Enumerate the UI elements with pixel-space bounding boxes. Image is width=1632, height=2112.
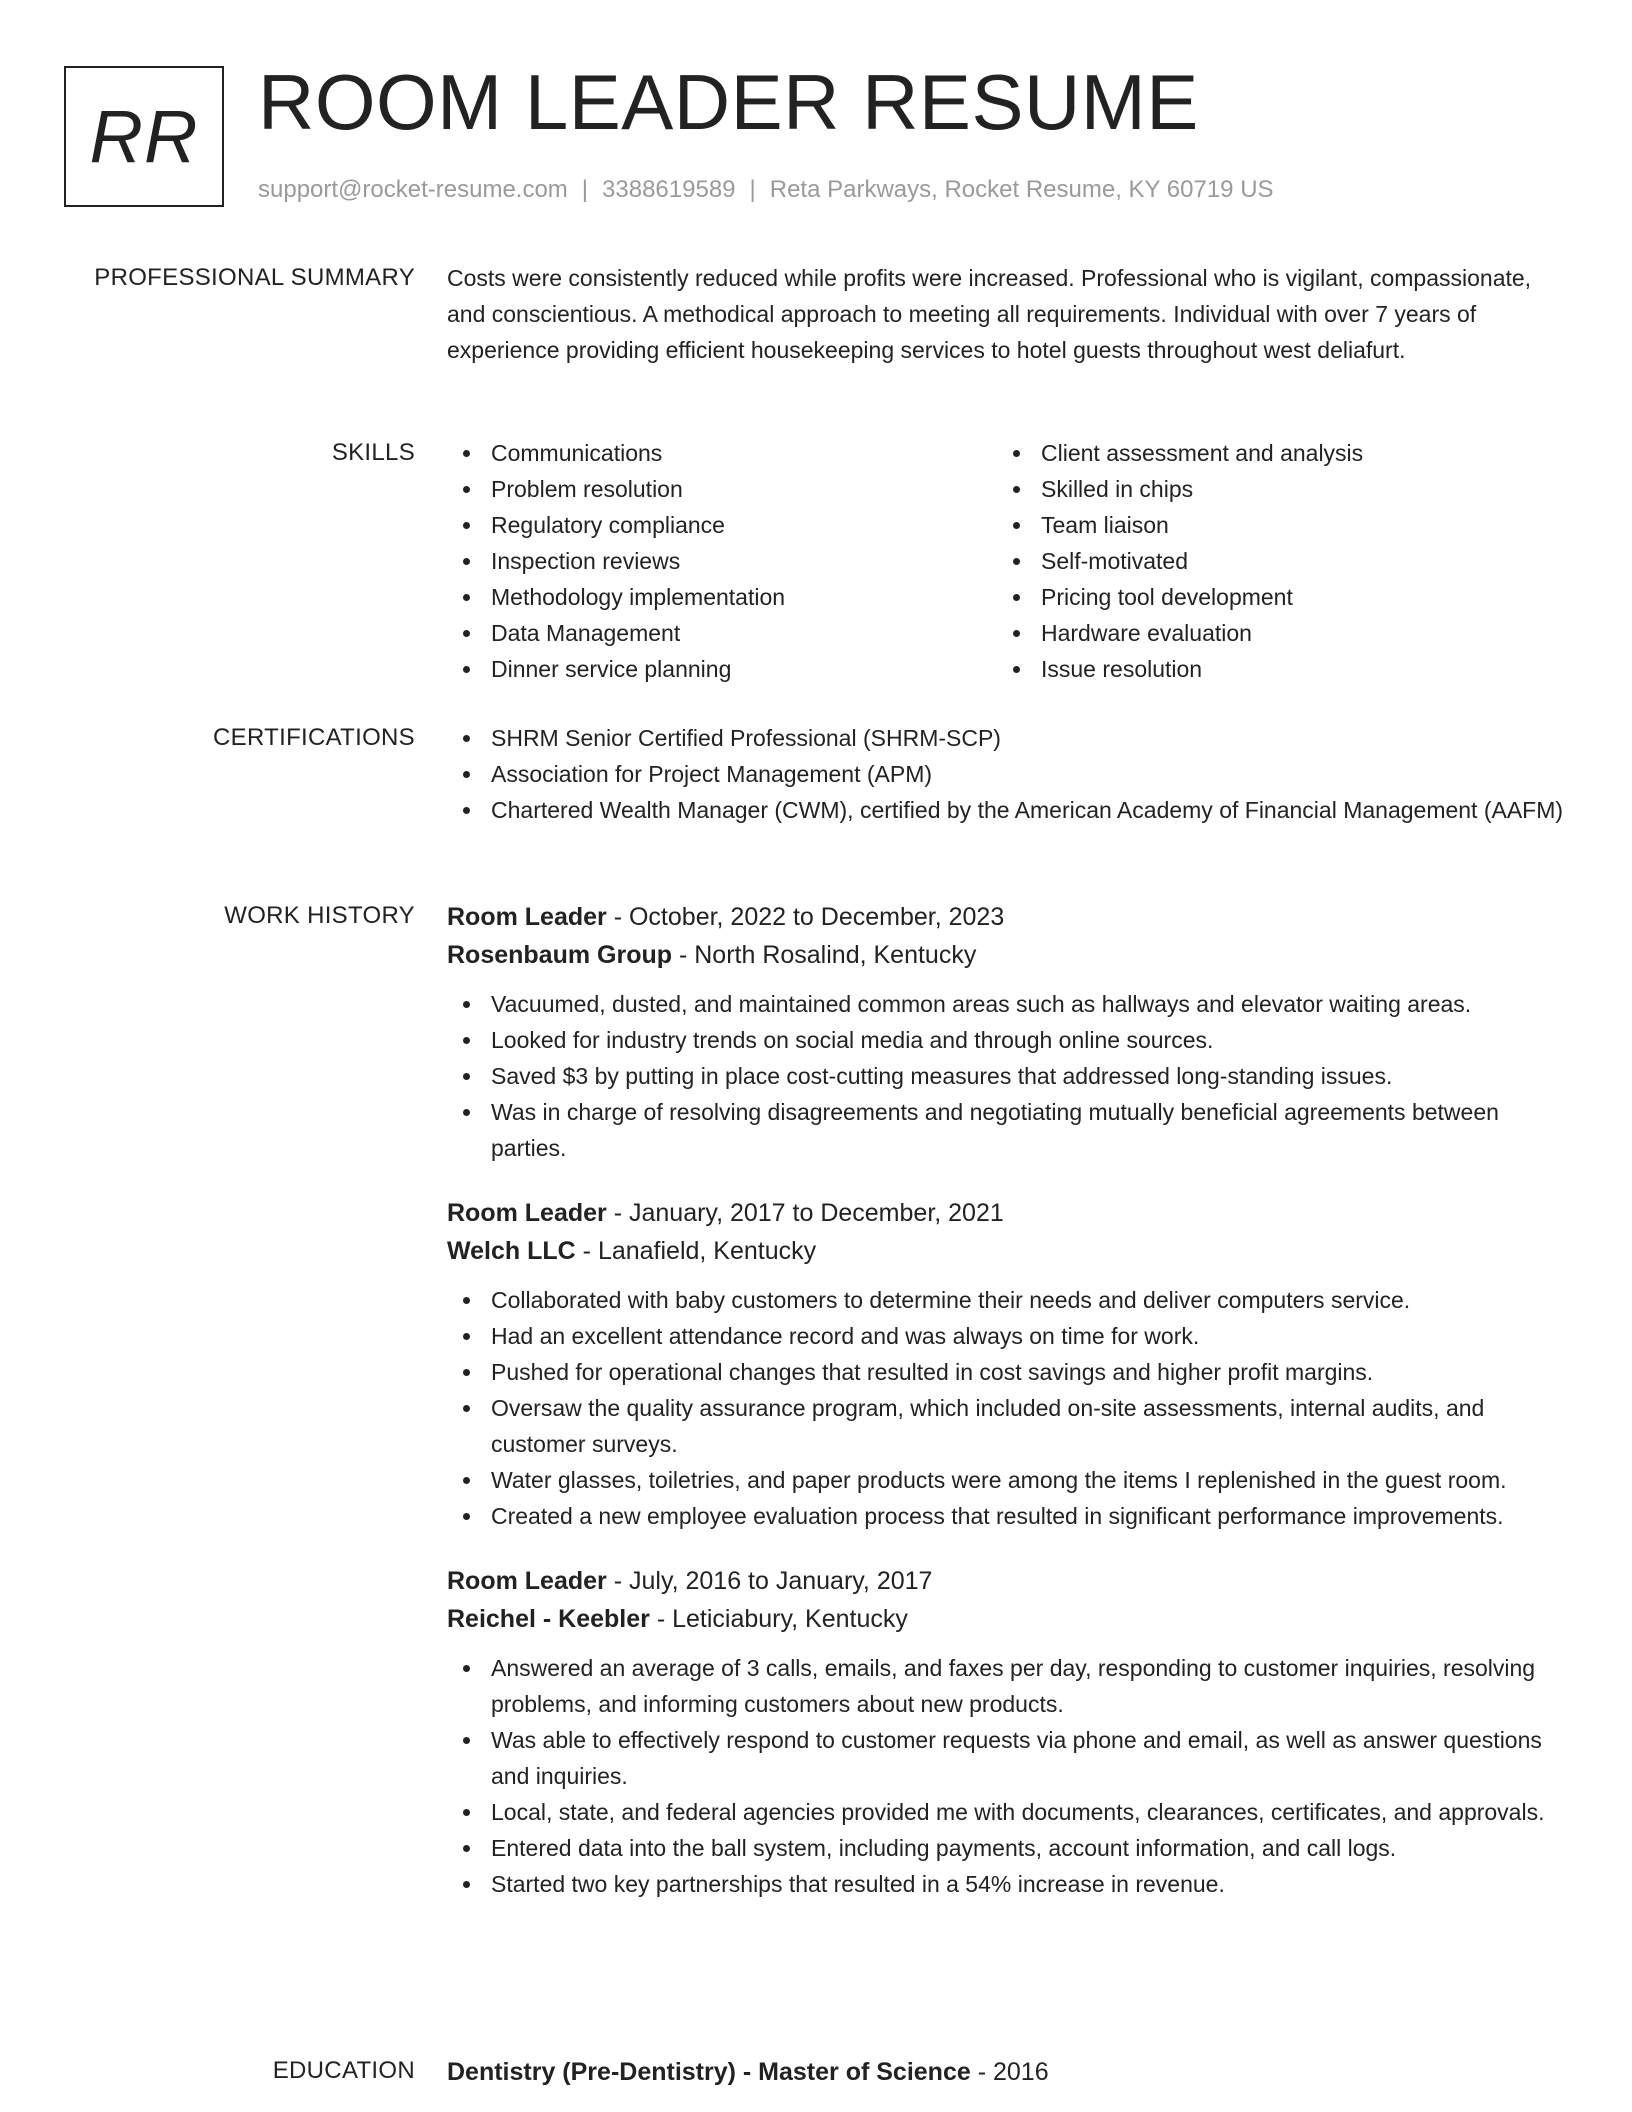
skill-item: Regulatory compliance [491, 507, 997, 543]
skills-list-left [447, 435, 997, 687]
job-bullets [447, 1650, 1567, 1902]
job-location: - North Rosalind, Kentucky [678, 941, 977, 969]
education-degree: Dentistry (Pre-Dentistry) - Master of Science [447, 2058, 971, 2086]
job-title-line [447, 1562, 1567, 1600]
certifications-body [447, 720, 1567, 828]
summary-text: Costs were consistently reduced while profits were increased. Professional who is vigilant, compassionate, and conscientious. A methodical approach to meeting all requirements. Individual with over 7 years of experience providing efficient housekeeping services to hotel guests throughout west deliafurt. [447, 265, 1532, 363]
monogram: RR [64, 66, 224, 207]
certification-item: Association for Project Management (APM) [491, 756, 1567, 792]
job-bullet: Answered an average of 3 calls, emails, and faxes per day, responding to customer inquiries, resolving problems, and informing customers about new products. [491, 1650, 1567, 1722]
job-title: Room Leader [447, 1567, 607, 1595]
certification-item: SHRM Senior Certified Professional (SHRM-SCP) [491, 720, 1567, 756]
contact-phone[interactable]: 3388619589 [602, 176, 736, 203]
job-entry [447, 1194, 1567, 1534]
job-dates: - October, 2022 to December, 2023 [613, 903, 1005, 931]
education-year: - 2016 [977, 2058, 1049, 2086]
job-bullet: Created a new employee evaluation process that resulted in significant performance improvements. [491, 1498, 1567, 1534]
skill-item: Issue resolution [1041, 651, 1547, 687]
skill-item: Skilled in chips [1041, 471, 1547, 507]
skill-item: Self-motivated [1041, 543, 1547, 579]
certifications-list [447, 720, 1567, 828]
job-bullet: Started two key partnerships that resulted in a 54% increase in revenue. [491, 1866, 1567, 1902]
education-label: EDUCATION [272, 2057, 415, 2084]
job-company-line [447, 936, 1567, 974]
job-company: Reichel - Keebler [447, 1605, 650, 1633]
contact-email[interactable]: support@rocket-resume.com [258, 176, 568, 203]
work-history-label: WORK HISTORY [224, 902, 415, 929]
job-bullets [447, 1282, 1567, 1534]
skills-body [447, 435, 1567, 687]
job-company-line [447, 1600, 1567, 1638]
job-location: - Lanafield, Kentucky [582, 1237, 817, 1265]
summary-body [447, 260, 1567, 368]
certification-item: Chartered Wealth Manager (CWM), certified by the American Academy of Financial Management (AAFM) [491, 792, 1567, 828]
contact-line [258, 172, 1274, 208]
job-title-line [447, 1194, 1567, 1232]
job-title: Room Leader [447, 903, 607, 931]
education-line [447, 2053, 1567, 2091]
job-bullet: Local, state, and federal agencies provided me with documents, clearances, certificates, and approvals. [491, 1794, 1567, 1830]
job-bullet: Collaborated with baby customers to determine their needs and deliver computers service. [491, 1282, 1567, 1318]
job-entry [447, 898, 1567, 1166]
job-bullet: Vacuumed, dusted, and maintained common areas such as hallways and elevator waiting areas. [491, 986, 1567, 1022]
job-title-line [447, 898, 1567, 936]
job-company-line [447, 1232, 1567, 1270]
skill-item: Dinner service planning [491, 651, 997, 687]
skill-item: Team liaison [1041, 507, 1547, 543]
skill-item: Methodology implementation [491, 579, 997, 615]
job-company: Welch LLC [447, 1237, 576, 1265]
skill-item: Data Management [491, 615, 997, 651]
education-body [447, 2053, 1567, 2091]
job-company: Rosenbaum Group [447, 941, 673, 969]
skill-item: Problem resolution [491, 471, 997, 507]
job-bullet: Looked for industry trends on social media and through online sources. [491, 1022, 1567, 1058]
job-bullets [447, 986, 1567, 1166]
job-bullet: Had an excellent attendance record and was always on time for work. [491, 1318, 1567, 1354]
job-bullet: Was in charge of resolving disagreements and negotiating mutually beneficial agreements between parties. [491, 1094, 1567, 1166]
work-history-body [447, 898, 1567, 1930]
skill-item: Hardware evaluation [1041, 615, 1547, 651]
job-title: Room Leader [447, 1199, 607, 1227]
skill-item: Communications [491, 435, 997, 471]
job-bullet: Water glasses, toiletries, and paper products were among the items I replenished in the guest room. [491, 1462, 1567, 1498]
skills-list-right [997, 435, 1547, 687]
contact-separator: | [581, 176, 589, 203]
contact-separator: | [749, 176, 756, 203]
job-bullet: Was able to effectively respond to customer requests via phone and email, as well as answer questions and inquiries. [491, 1722, 1567, 1794]
skill-item: Inspection reviews [491, 543, 997, 579]
job-bullet: Pushed for operational changes that resulted in cost savings and higher profit margins. [491, 1354, 1567, 1390]
contact-address: Reta Parkways, Rocket Resume, KY 60719 US [769, 176, 1274, 203]
job-bullet: Saved $3 by putting in place cost-cutting measures that addressed long-standing issues. [491, 1058, 1567, 1094]
job-dates: - July, 2016 to January, 2017 [613, 1567, 933, 1595]
skill-item: Client assessment and analysis [1041, 435, 1547, 471]
skills-label: SKILLS [331, 439, 415, 466]
job-bullet: Oversaw the quality assurance program, which included on-site assessments, internal audits, and customer surveys. [491, 1390, 1567, 1462]
job-dates: - January, 2017 to December, 2021 [613, 1199, 1004, 1227]
certifications-label: CERTIFICATIONS [213, 724, 415, 751]
job-entry [447, 1562, 1567, 1902]
resume-title: ROOM LEADER RESUME [258, 58, 1199, 146]
summary-label: PROFESSIONAL SUMMARY [94, 264, 415, 291]
job-bullet: Entered data into the ball system, including payments, account information, and call logs. [491, 1830, 1567, 1866]
skill-item: Pricing tool development [1041, 579, 1547, 615]
job-location: - Leticiabury, Kentucky [656, 1605, 908, 1633]
